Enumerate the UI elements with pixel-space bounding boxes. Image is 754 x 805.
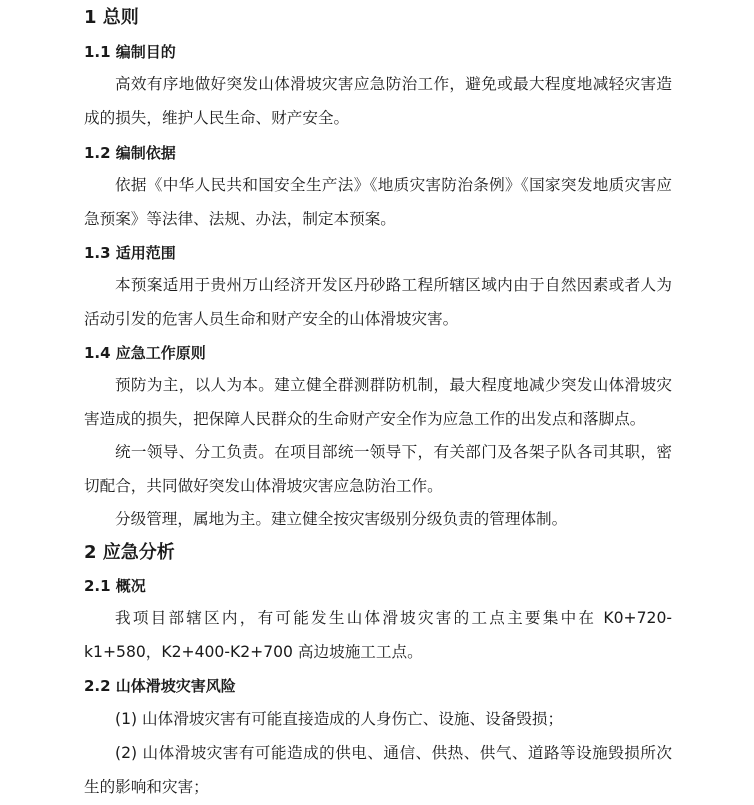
- section-1-heading: 1 总则: [84, 7, 139, 28]
- section-1-4-paragraph-1: 预防为主，以人为本。建立健全群测群防机制，最大程度地减少突发山体滑坡灾害造成的损失，把保障人民群众的生命财产安全作为应急工作的出发点和落脚点。: [84, 376, 672, 428]
- section-1-4-paragraph-2: 统一领导、分工负责。在项目部统一领导下，有关部门及各架子队各司其职，密切配合，共同做好突发山体滑坡灾害应急防治工作。: [84, 443, 672, 495]
- section-1-2-heading: 1.2 编制依据: [84, 144, 176, 162]
- section-1-4-heading: 1.4 应急工作原则: [84, 344, 206, 362]
- section-2-1-paragraph: 我项目部辖区内，有可能发生山体滑坡灾害的工点主要集中在 K0+720-k1+580，K2+400-K2+700 高边坡施工工点。: [84, 609, 672, 661]
- section-1-4-paragraph-3: 分级管理，属地为主。建立健全按灾害级别分级负责的管理体制。: [115, 510, 568, 528]
- section-2-2-item-2: (2) 山体滑坡灾害有可能造成的供电、通信、供热、供气、道路等设施毁损所次生的影响和灾害；: [84, 744, 672, 796]
- section-2-2-heading: 2.2 山体滑坡灾害风险: [84, 677, 236, 695]
- section-1-1-paragraph: 高效有序地做好突发山体滑坡灾害应急防治工作，避免或最大程度地减轻灾害造成的损失，维护人民生命、财产安全。: [84, 75, 672, 127]
- section-2-heading: 2 应急分析: [84, 542, 175, 563]
- section-1-3-paragraph: 本预案适用于贵州万山经济开发区丹砂路工程所辖区域内由于自然因素或者人为活动引发的危害人员生命和财产安全的山体滑坡灾害。: [84, 276, 672, 328]
- section-1-1-heading: 1.1 编制目的: [84, 43, 176, 61]
- section-1-3-heading: 1.3 适用范围: [84, 244, 176, 262]
- section-1-2-paragraph: 依据《中华人民共和国安全生产法》《地质灾害防治条例》《国家突发地质灾害应急预案》等法律、法规、办法，制定本预案。: [84, 176, 672, 228]
- section-2-2-item-1: (1) 山体滑坡灾害有可能直接造成的人身伤亡、设施、设备毁损；: [115, 710, 564, 728]
- section-2-1-heading: 2.1 概况: [84, 577, 146, 595]
